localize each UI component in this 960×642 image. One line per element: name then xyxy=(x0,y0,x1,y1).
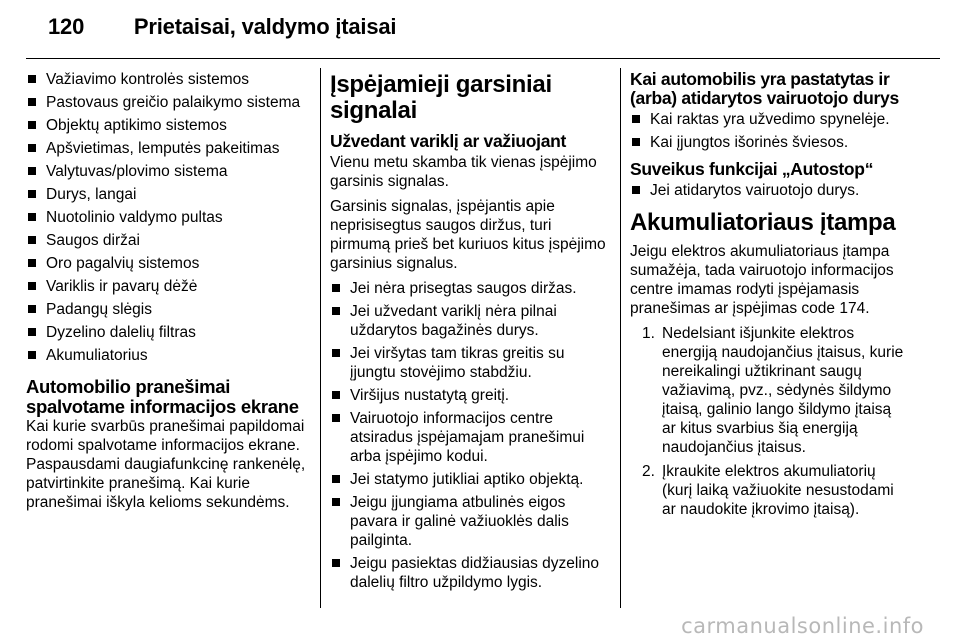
list-item: Viršijus nustatytą greitį. xyxy=(330,386,612,405)
parked-list xyxy=(630,110,908,152)
page-header xyxy=(48,14,396,40)
list-item: Oro pagalvių sistemos xyxy=(26,254,310,273)
chimes-paragraph-1: Vienu metu skamba tik vienas įspėjimo garsinis signalas. xyxy=(330,154,597,190)
section-title-battery: Akumuliatoriaus įtampa xyxy=(630,209,896,236)
column-2 xyxy=(330,70,612,596)
topics-list xyxy=(26,70,310,365)
subheading-parked: Kai automobilis yra pastatytas ir (arba) atidarytos vairuotojo durys xyxy=(630,69,899,108)
list-item: Jei statymo jutikliai aptiko objektą. xyxy=(330,470,612,489)
watermark: carmanualsonline.info xyxy=(681,614,924,638)
chapter-title: Prietaisai, valdymo įtaisai xyxy=(133,14,397,39)
list-item: Jei nėra prisegtas saugos diržas. xyxy=(330,279,612,298)
subheading-starting: Užvedant variklį ar važiuojant xyxy=(330,131,567,151)
list-item: Jeigu įjungiama atbulinės eigos pavara ir galinė važiuoklės dalis pailginta. xyxy=(330,493,612,550)
battery-steps xyxy=(630,324,908,519)
list-item: Kai įjungtos išorinės šviesos. xyxy=(630,133,908,152)
column-1 xyxy=(26,70,310,518)
section-title-chimes: Įspėjamieji garsiniai signalai xyxy=(330,71,552,124)
step-text: Įkraukite elektros akumuliatorių (kurį laiką važiuokite nesustodami ar naudokite įkrovimo įtaisą). xyxy=(662,463,894,518)
column-divider-2 xyxy=(620,68,621,608)
step-text: Nedelsiant išjunkite elektros energiją naudojančius įtaisus, kurie nereikalingi užtikrinant saugų važiavimą, pvz., sėdynės šildymo įtaisą, galinio lango šildymo įtaisą ar kitus svarbius šią energiją naudojančius įtaisus. xyxy=(662,325,904,456)
list-item: Važiavimo kontrolės sistemos xyxy=(26,70,310,89)
list-item: Pastovaus greičio palaikymo sistema xyxy=(26,93,310,112)
list-item: Apšvietimas, lemputės pakeitimas xyxy=(26,139,310,158)
list-item: Objektų aptikimo sistemos xyxy=(26,116,310,135)
list-item: Akumuliatorius xyxy=(26,346,310,365)
list-item: Vairuotojo informacijos centre atsiradus įspėjamajam pranešimui arba įspėjimo kodui. xyxy=(330,409,612,466)
messages-paragraph: Kai kurie svarbūs pranešimai papildomai rodomi spalvotame informacijos ekrane. Paspausdami daugiafunkcinę rankenėlę, patvirtinkite pranešimą. Kai kurie pranešimai iškyla kelioms sekundėms. xyxy=(26,418,306,511)
step-item xyxy=(630,462,908,519)
column-3 xyxy=(630,70,908,524)
chimes-list xyxy=(330,279,612,592)
list-item: Durys, langai xyxy=(26,185,310,204)
battery-paragraph: Jeigu elektros akumuliatoriaus įtampa sumažėja, tada vairuotojo informacijos centre imamas rodyti įspėjamasis pranešimas ar įspėjimas code 174. xyxy=(630,243,894,317)
list-item: Jei viršytas tam tikras greitis su įjungtu stovėjimo stabdžiu. xyxy=(330,344,612,382)
list-item: Jei atidarytos vairuotojo durys. xyxy=(630,181,908,200)
page-number: 120 xyxy=(48,14,85,39)
chimes-paragraph-2: Garsinis signalas, įspėjantis apie neprisisegtus saugos diržus, turi pirmumą prieš bet kuriuos kitus įspėjimo garsinius signalus. xyxy=(330,198,606,272)
list-item: Kai raktas yra užvedimo spynelėje. xyxy=(630,110,908,129)
step-number: 2. xyxy=(642,463,655,480)
header-divider xyxy=(26,58,940,59)
list-item: Nuotolinio valdymo pultas xyxy=(26,208,310,227)
list-item: Jeigu pasiektas didžiausias dyzelino dalelių filtro užpildymo lygis. xyxy=(330,554,612,592)
section-heading-messages: Automobilio pranešimai spalvotame informacijos ekrane xyxy=(26,376,299,417)
step-item xyxy=(630,324,908,457)
list-item: Jei užvedant variklį nėra pilnai uždarytos bagažinės durys. xyxy=(330,302,612,340)
list-item: Variklis ir pavarų dėžė xyxy=(26,277,310,296)
subheading-autostop: Suveikus funkcijai „Autostop“ xyxy=(630,159,874,179)
autostop-list xyxy=(630,181,908,200)
column-divider-1 xyxy=(320,68,321,608)
list-item: Saugos diržai xyxy=(26,231,310,250)
step-number: 1. xyxy=(642,325,655,342)
list-item: Dyzelino dalelių filtras xyxy=(26,323,310,342)
list-item: Padangų slėgis xyxy=(26,300,310,319)
list-item: Valytuvas/plovimo sistema xyxy=(26,162,310,181)
